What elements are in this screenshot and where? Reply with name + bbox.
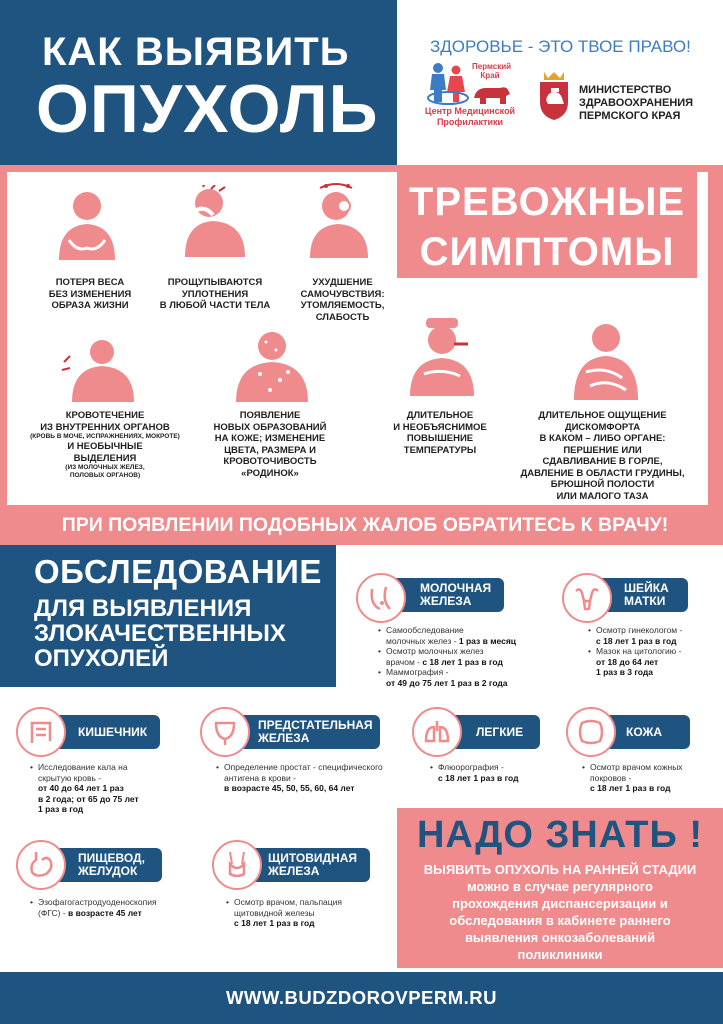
doctor-banner (7, 505, 723, 545)
weight-loss-person-icon (47, 190, 127, 264)
logo-region-text: Пермский Край (472, 62, 512, 80)
symptom-4-line-d: (ИЗ МОЛОЧНЫХ ЖЕЛЕЗ, ПОЛОВЫХ ОРГАНОВ) (65, 464, 145, 479)
prostate-item-1: • Определение простат - специфического антигена в крови - в возрасте 45, 50, 55, 60, 64 лет (216, 762, 391, 794)
ministry-line-2: ЗДРАВООХРАНЕНИЯ (579, 97, 694, 109)
lungs-icon (422, 717, 452, 747)
symptom-4-line-b: (КРОВЬ В МОЧЕ, ИСПРАЖНЕНИЯХ, МОКРОТЕ) (30, 433, 180, 440)
symptom-1-caption: ПОТЕРЯ ВЕСА БЕЗ ИЗМЕНЕНИЯ ОБРАЗА ЖИЗНИ (48, 277, 132, 311)
skin-icon (576, 717, 606, 747)
symptoms-title-1: ТРЕВОЖНЫЕ (408, 180, 686, 224)
skin-spots-person-icon (230, 330, 314, 402)
title-line-2: ОПУХОЛЬ (36, 71, 379, 147)
breast-icon (366, 583, 396, 613)
intestine-item-1: • Исследование кала на скрытую кровь - от 40 до 64 лет 1 раз в 2 года; от 65 до 75 лет 1 раз в год (30, 762, 170, 815)
symptom-4-caption (30, 410, 180, 480)
prostate-ring (200, 707, 250, 757)
thyroid-desc (226, 897, 376, 929)
footer-url[interactable]: WWW.BUDZDOROVPERM.RU (225, 987, 498, 1008)
breast-ring (356, 573, 406, 623)
intestine-label: КИШЕЧНИК (78, 724, 148, 739)
lungs-ring (412, 707, 462, 757)
prostate-tag (236, 715, 380, 749)
symptoms-title-2: СИМПТОМЫ (419, 230, 675, 274)
skin-ring (566, 707, 616, 757)
cervix-ring (562, 573, 612, 623)
doctor-banner-text: ПРИ ПОЯВЛЕНИИ ПОДОБНЫХ ЖАЛОБ ОБРАТИТЕСЬ К ВРАЧУ! (61, 513, 669, 536)
thyroid-tag (246, 848, 370, 882)
fatigue-person-icon (300, 180, 380, 260)
stomach-ring (16, 840, 66, 890)
symptom-2-caption: ПРОЩУПЫВАЮТСЯ УПЛОТНЕНИЯ В ЛЮБОЙ ЧАСТИ ТЕЛА (159, 277, 271, 311)
symptom-3-caption: УХУДШЕНИЕ САМОЧУВСТВИЯ: УТОМЛЯЕМОСТЬ, СЛАБОСТЬ (300, 277, 385, 323)
lungs-desc (430, 762, 560, 783)
bear-icon (472, 84, 512, 106)
intestine-tag (50, 715, 160, 749)
know-line-6: поликлиники (517, 947, 603, 962)
prostate-label-2: ЖЕЛЕЗА (258, 731, 310, 745)
thyroid-item-1: • Осмотр врачом, пальпация щитовидной железы с 18 лет 1 раз в год (226, 897, 376, 929)
breast-item-1: • Самообследование молочных желез - 1 раз в месяц (378, 625, 538, 646)
ministry-line-3: ПЕРМСКОГО КРАЯ (579, 110, 681, 122)
intestine-desc (30, 762, 170, 815)
stomach-icon (26, 850, 56, 880)
know-line-4: обследования в кабинете раннего (449, 913, 671, 928)
footer-bar (0, 972, 723, 1024)
ministry-line-1: МИНИСТЕРСТВО (579, 84, 672, 96)
know-line-3: прохождения диспансеризации и (452, 896, 668, 911)
breast-item-3: • Маммография - от 49 до 75 лет 1 раз в 2 года (378, 667, 538, 688)
symptoms-title-block (397, 172, 697, 278)
cervix-label-2: МАТКИ (624, 594, 666, 608)
thyroid-ring (212, 840, 262, 890)
intestine-icon (26, 717, 56, 747)
breast-label-1: МОЛОЧНАЯ (420, 581, 492, 595)
pink-border-right (708, 165, 723, 545)
exam-title-4: ОПУХОЛЕЙ (34, 645, 169, 672)
thyroid-icon (222, 850, 252, 880)
stomach-item-1: • Эзофагогастродуоденоскопия (ФГС) - в возрасте 45 лет (30, 897, 190, 918)
breast-tag (392, 578, 504, 612)
know-line-2: можно в случае регулярного (466, 879, 653, 894)
breast-item-2: • Осмотр молочных желез врачом - с 18 лет 1 раз в год (378, 646, 538, 667)
fever-person-icon (400, 314, 484, 398)
cervix-item-2: • Мазок на цитологию - от 18 до 64 лет 1 раз в 3 года (588, 646, 708, 678)
bleeding-person-icon (58, 338, 142, 404)
exam-title-block (0, 545, 336, 687)
prostate-label-1: ПРЕДСТАТЕЛЬНАЯ (258, 718, 373, 732)
skin-item-1: • Осмотр врачом кожных покровов - с 18 лет 1 раз в год (582, 762, 712, 794)
symptom-5-caption: ПОЯВЛЕНИЕ НОВЫХ ОБРАЗОВАНИЙ НА КОЖЕ; ИЗМЕНЕНИЕ ЦВЕТА, РАЗМЕРА И КРОВОТОЧИВОСТЬ «РОДИНОК» (213, 410, 327, 479)
title-line-1: КАК ВЫЯВИТЬ (42, 30, 350, 74)
pink-border-left (0, 165, 7, 545)
know-line-5: выявления онкозаболеваний (464, 930, 656, 945)
stomach-label-1: ПИЩЕВОД, (78, 851, 145, 865)
know-block (397, 808, 723, 968)
logo-name-1: Центр Медицинской (424, 106, 516, 116)
symptom-7-caption: ДЛИТЕЛЬНОЕ ОЩУЩЕНИЕ ДИСКОМФОРТА В КАКОМ – ЛИБО ОРГАНЕ: ПЕРШЕНИЕ ИЛИ СДАВЛИВАНИЕ В ГОРЛЕ, ДАВЛЕНИЕ В ОБЛАСТИ ГРУДИНЫ, БРЮШНОЙ ПОЛОСТИ ИЛИ МАЛОГО ТАЗА (520, 410, 685, 502)
exam-title-2: ДЛЯ ВЫЯВЛЕНИЯ (34, 595, 252, 622)
prostate-desc (216, 762, 391, 794)
symptom-4-line-a: КРОВОТЕЧЕНИЕ ИЗ ВНУТРЕННИХ ОРГАНОВ (40, 410, 170, 433)
prostate-icon (210, 717, 240, 747)
family-icon (424, 60, 474, 105)
center-logo (420, 58, 520, 128)
discomfort-person-icon (566, 322, 650, 402)
know-title: НАДО ЗНАТЬ ! (416, 814, 703, 856)
lungs-item-1: • Флюорография - с 18 лет 1 раз в год (430, 762, 560, 783)
stomach-label-2: ЖЕЛУДОК (78, 864, 138, 878)
cervix-desc (588, 625, 708, 678)
lungs-label: ЛЕГКИЕ (476, 724, 524, 739)
skin-label: КОЖА (626, 724, 663, 739)
header-title-block (0, 0, 397, 165)
cervix-label-1: ШЕЙКА (624, 581, 669, 595)
intestine-ring (16, 707, 66, 757)
breast-label-2: ЖЕЛЕЗА (420, 594, 472, 608)
cervix-item-1: • Осмотр гинекологом - с 18 лет 1 раз в год (588, 625, 708, 646)
stomach-desc (30, 897, 190, 918)
breast-desc (378, 625, 538, 688)
slogan: ЗДОРОВЬЕ - ЭТО ТВОЕ ПРАВО! (430, 37, 691, 56)
exam-title-3: ЗЛОКАЧЕСТВЕННЫХ (34, 620, 286, 647)
coat-of-arms-icon (538, 70, 570, 122)
thyroid-label-2: ЖЕЛЕЗА (268, 864, 320, 878)
skin-desc (582, 762, 712, 794)
lump-person-icon (175, 185, 255, 259)
uterus-icon (572, 583, 602, 613)
symptom-4-line-c: И НЕОБЫЧНЫЕ ВЫДЕЛЕНИЯ (67, 441, 143, 464)
symptom-6-caption: ДЛИТЕЛЬНОЕ И НЕОБЪЯСНИМОЕ ПОВЫШЕНИЕ ТЕМПЕРАТУРЫ (393, 410, 487, 456)
pink-border-top (0, 165, 723, 172)
stomach-tag (50, 848, 162, 882)
thyroid-label-1: ЩИТОВИДНАЯ (268, 851, 358, 865)
know-line-1: ВЫЯВИТЬ ОПУХОЛЬ НА РАННЕЙ СТАДИИ (423, 862, 697, 877)
exam-title-1: ОБСЛЕДОВАНИЕ (34, 553, 322, 590)
logo-name-2: Профилактики (436, 117, 504, 127)
